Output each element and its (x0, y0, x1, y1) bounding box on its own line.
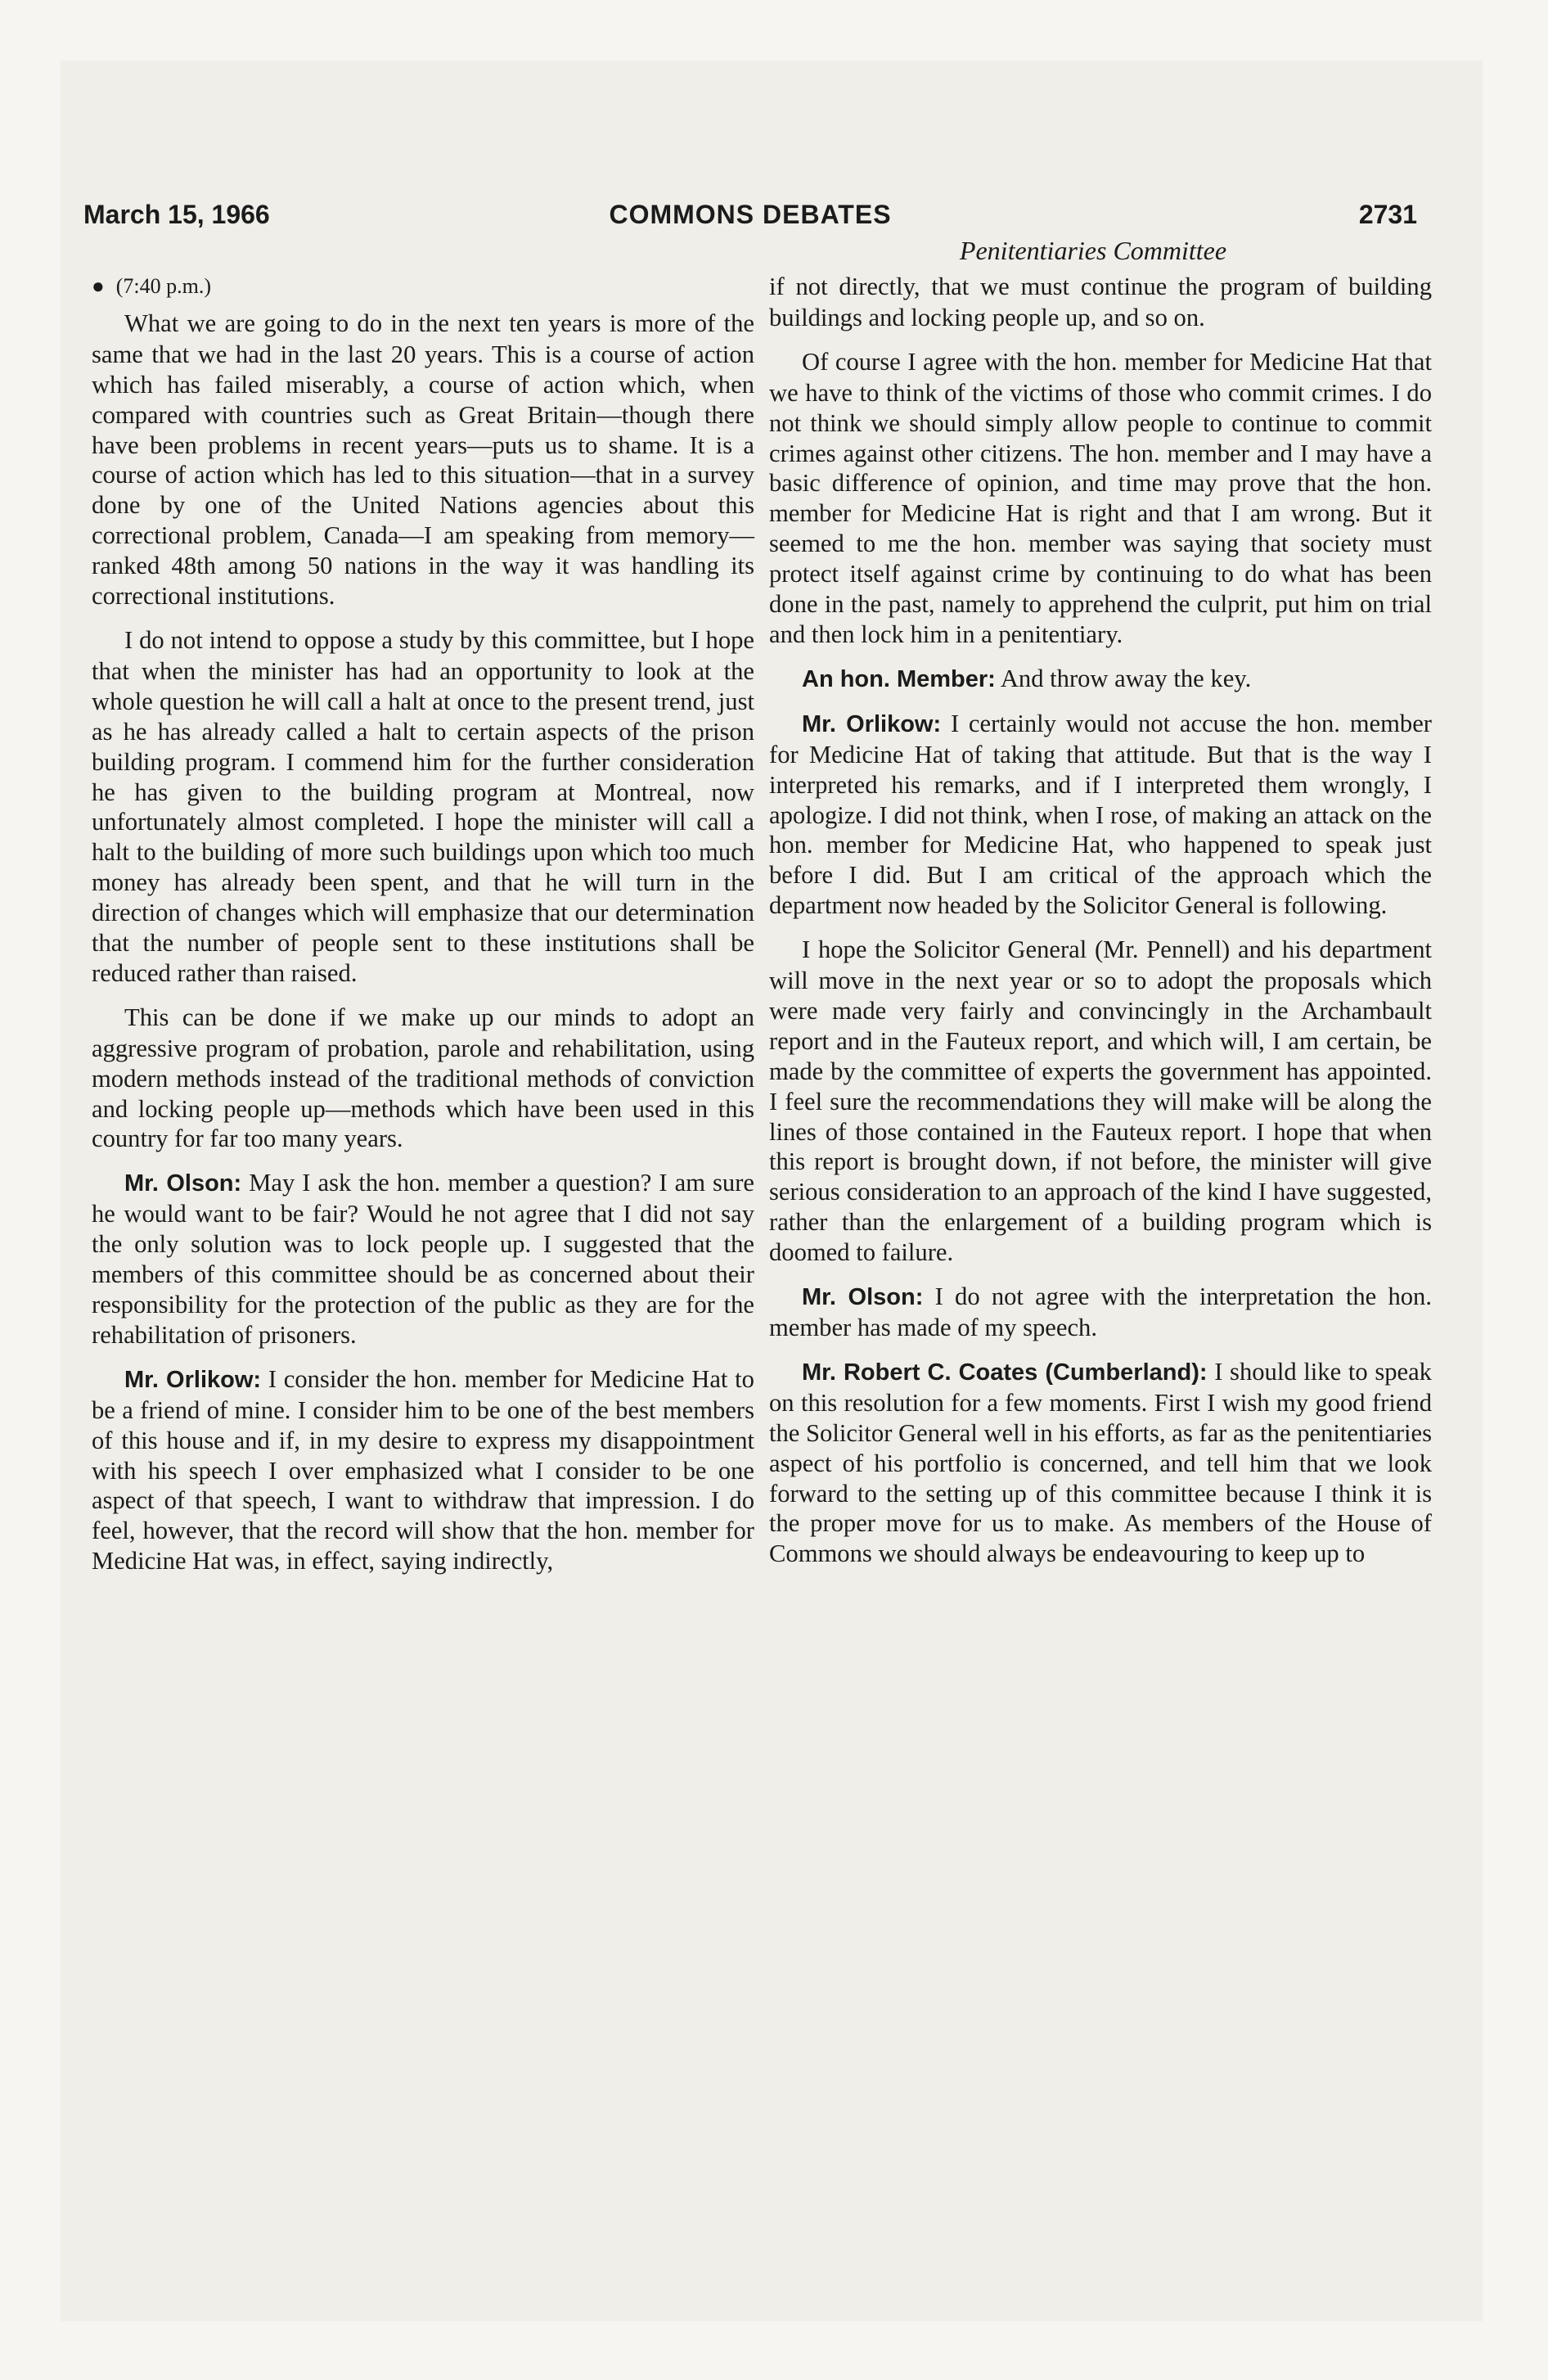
paragraph-text: This can be done if we make up our minds to adopt an aggressive program of probation, parole and rehabilitation, using modern methods instead of the traditional methods of conviction and locking people up—methods which have been used in this country for far too many years. (92, 1003, 754, 1153)
speaker-name: Mr. Olson: (802, 1284, 924, 1311)
paragraph (769, 347, 1432, 650)
paragraph (92, 309, 754, 611)
paragraph (92, 1003, 754, 1155)
paragraph-text: What we are going to do in the next ten years is more of the same that we had in the last 20 years. This is a course of action which has failed miserably, a course of action which, when compared with countries such as Great Britain—though there have been problems in recent years—puts us to shame. It is a course of action which has led to this situation—that in a survey done by one of the United Nations agencies about this correctional problem, Canada—I am speaking from memory—ranked 48th among 50 nations in the way it was handling its correctional institutions. (92, 309, 754, 611)
paragraph-text: I consider the hon. member for Medicine Hat to be a friend of mine. I consider him to be one of the best members of this house and if, in my desire to express my disappointment with his speech I over emphasized what I consider to be one aspect of that speech, I want to withdraw that impression. I do feel, however, that the record will show that the hon. member for Medicine Hat was, in effect, saying indirectly, (92, 1364, 754, 1575)
speaker-name: An hon. Member: (802, 665, 996, 692)
paragraph-text: May I ask the hon. member a question? I am sure he would want to be fair? Would he not agree that I did not say the only solution was to lock people up. I suggested that the members of this committee should be as concerned about their responsibility for the protection of the public as they are for the rehabilitation of prisoners. (92, 1169, 754, 1349)
speaker-name: Mr. Orlikow: (802, 710, 942, 737)
paragraph-text: I certainly would not accuse the hon. member for Medicine Hat of taking that attitude. But that is the way I interpreted his remarks, and if I interpreted them wrongly, I apologize. I did not think, when I rose, of making an attack on the hon. member for Medicine Hat, who happened to speak just before I did. But I am critical of the approach which the department now headed by the Solicitor General is following. (769, 709, 1432, 920)
bullet-icon: ● (92, 274, 105, 298)
paragraph-text: I should like to speak on this resolution for a few moments. First I wish my good friend the Solicitor General well in his efforts, as far as the penitentiaries aspect of his portfolio is concerned, and tell him that we look forward to the setting up of this committee because I think it is the proper move for us to make. As members of the House of Commons we should always be endeavouring to keep up to (769, 1357, 1432, 1568)
paragraph-text: And throw away the key. (1000, 664, 1252, 692)
header-title: COMMONS DEBATES (609, 200, 892, 229)
paragraph-text: Of course I agree with the hon. member for Medicine Hat that we have to think of the victims of those who commit crimes. I do not think we should simply allow people to continue to commit crimes against other citizens. The hon. member and I may have a basic difference of opinion, and time may prove that the hon. member for Medicine Hat is right and that I am wrong. But it seemed to me the hon. member was saying that society must protect itself against crime by continuing to do what has been done in the past, namely to apprehend the culprit, put him on trial and then lock him in a penitentiary. (769, 347, 1432, 648)
paragraph-text: I do not agree with the interpretation the hon. member has made of my speech. (769, 1282, 1432, 1341)
paragraph (769, 1282, 1432, 1343)
paragraph (769, 272, 1432, 333)
speaker-name: Mr. Olson: (124, 1170, 242, 1197)
timestamp-text: (7:40 p.m.) (115, 274, 211, 298)
speaker-name: Mr. Orlikow: (124, 1366, 262, 1393)
page-header (83, 200, 1417, 239)
left-column (92, 272, 754, 1590)
header-date: March 15, 1966 (83, 200, 270, 229)
paragraph (769, 935, 1432, 1268)
paragraph (92, 625, 754, 989)
paragraph (92, 1168, 754, 1350)
header-page-number: 2731 (1358, 200, 1417, 229)
timestamp (92, 272, 754, 302)
right-column (769, 272, 1432, 1583)
speaker-name: Mr. Robert C. Coates (Cumberland): (802, 1359, 1208, 1386)
paragraph (92, 1364, 754, 1576)
paragraph-text: if not directly, that we must continue the program of building buildings and locking people up, and so on. (769, 273, 1432, 331)
section-title: Penitentiaries Committee (959, 236, 1227, 265)
paragraph (769, 1357, 1432, 1569)
paragraph-text: I do not intend to oppose a study by this committee, but I hope that when the minister has had an opportunity to look at the whole question he will call a halt at once to the present trend, just as he has already called a halt to certain aspects of the prison building program. I commend him for the further consideration he has given to the building program at Montreal, now unfortunately almost completed. I hope the minister will call a halt to the building of more such buildings upon which too much money has already been spent, and that he will turn in the direction of changes which will emphasize that our determination that the number of people sent to these institutions shall be reduced rather than raised. (92, 625, 754, 987)
paragraph (769, 664, 1432, 695)
paragraph (769, 709, 1432, 921)
paragraph-text: I hope the Solicitor General (Mr. Pennell) and his department will move in the next year or so to adopt the proposals which were made very fairly and convincingly in the Archambault report and in the Fauteux report, and which will, I am certain, be made by the committee of experts the government has appointed. I feel sure the recommendations they will make will be along the lines of those contained in the Fauteux report. I hope that when this report is brought down, if not before, the minister will give serious consideration to an approach of the kind I have suggested, rather than the enlargement of a building program which is doomed to failure. (769, 935, 1432, 1267)
